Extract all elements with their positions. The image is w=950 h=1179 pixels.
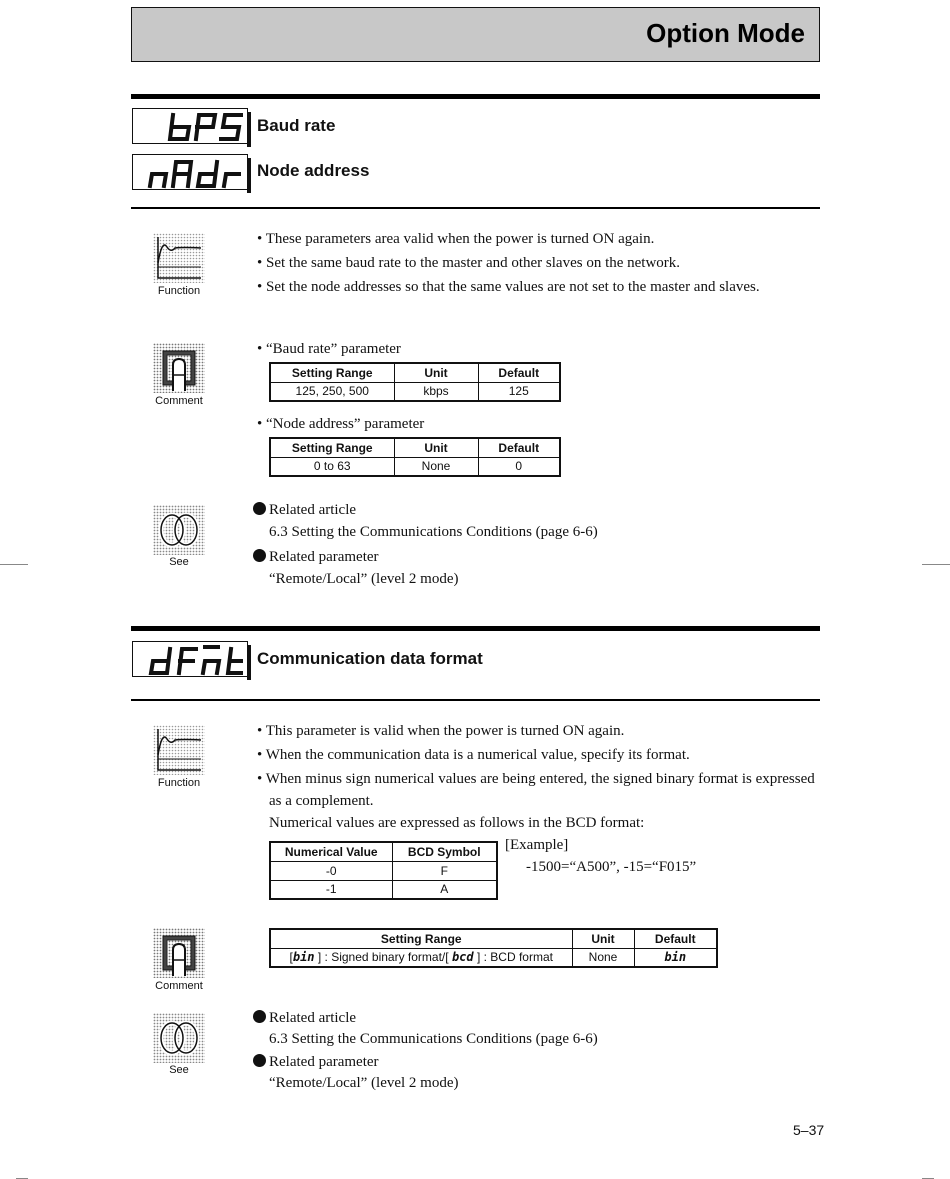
table-cell: 0 to 63 [270, 457, 394, 476]
section1-sub-rule [131, 207, 820, 209]
bullet-dot-icon [253, 502, 266, 515]
node-address-table [269, 437, 561, 477]
see-label: See [169, 556, 189, 568]
table-cell: kbps [394, 382, 478, 401]
bcd-note: Numerical values are expressed as follows in the BCD format: [269, 815, 645, 831]
table-header: Numerical Value [270, 842, 392, 861]
param-title-node-address: Node address [257, 161, 370, 180]
table-cell: 125 [478, 382, 560, 401]
table-cell: bin [634, 948, 717, 967]
table-header: Default [478, 438, 560, 457]
table-cell: 0 [478, 457, 560, 476]
display-nadr [132, 154, 248, 190]
table-header: Unit [394, 363, 478, 382]
node-caption: • “Node address” parameter [257, 416, 425, 432]
see-label: See [169, 1064, 189, 1076]
function-icon [153, 233, 205, 283]
page-number: 5–37 [793, 1122, 825, 1138]
function-bullet-3: • When minus sign numerical values are being entered, the signed binary format is expressed as a complement. [257, 771, 815, 809]
function-bullet-2: • Set the same baud rate to the master and other slaves on the network. [257, 255, 681, 271]
see-icon [153, 505, 205, 555]
bullet-dot-icon [253, 1010, 266, 1023]
function-bullet-3: • Set the node addresses so that the same values are not set to the master and slaves. [257, 279, 760, 295]
bcd-symbol-table [269, 841, 498, 900]
param-title-baud-rate: Baud rate [257, 116, 336, 135]
table-cell: -1 [270, 880, 392, 899]
page-title: Option Mode [646, 18, 805, 48]
table-header: Setting Range [270, 929, 572, 948]
function-bullet-2: • When the communication data is a numerical value, specify its format. [257, 747, 690, 763]
see-icon [153, 1013, 205, 1063]
format-setting-table [269, 928, 718, 968]
comment-label: Comment [155, 980, 203, 992]
baud-rate-table [269, 362, 561, 402]
display-symbol-bin: bin [292, 950, 315, 965]
section1-top-rule [131, 94, 820, 99]
related-article-heading: Related article [253, 499, 356, 521]
table-cell: None [572, 948, 634, 967]
table-header: Unit [394, 438, 478, 457]
comment-icon [153, 343, 205, 393]
bullet-dot-icon [253, 1054, 266, 1067]
related-parameter-heading: Related parameter [253, 546, 379, 568]
baud-caption: • “Baud rate” parameter [257, 341, 401, 357]
table-cell: A [392, 880, 497, 899]
function-bullet-1: • These parameters area valid when the power is turned ON again. [257, 231, 655, 247]
bullet-dot-icon [253, 549, 266, 562]
table-header: Default [478, 363, 560, 382]
crop-mark-left [0, 564, 28, 565]
function-label: Function [157, 285, 201, 297]
crop-mark-right [922, 564, 950, 565]
related-article-link[interactable]: 6.3 Setting the Communications Conditions (page 6-6) [269, 1031, 598, 1047]
setting-range-cell: [bin ] : Signed binary format/[ bcd ] : BCD format [270, 948, 572, 967]
table-header: Default [634, 929, 717, 948]
seven-segment-nadr-icon [133, 155, 249, 191]
display-bps [132, 108, 248, 144]
table-header: Setting Range [270, 438, 394, 457]
example-text: -1500=“A500”, -15=“F015” [526, 859, 697, 875]
related-article-link[interactable]: 6.3 Setting the Communications Conditions (page 6-6) [269, 524, 598, 540]
table-cell: None [394, 457, 478, 476]
related-parameter-text: “Remote/Local” (level 2 mode) [269, 1075, 459, 1091]
related-parameter-heading: Related parameter [253, 1051, 379, 1073]
seven-segment-bps-icon [133, 109, 249, 145]
related-article-heading: Related article [253, 1007, 356, 1029]
example-label: [Example] [505, 837, 569, 853]
display-symbol-bcd: bcd [451, 950, 474, 965]
function-label: Function [157, 777, 201, 789]
comment-icon [153, 928, 205, 978]
seven-segment-dfnt-icon [133, 642, 249, 678]
param-title-communication-data-format: Communication data format [257, 649, 483, 668]
table-cell: -0 [270, 861, 392, 880]
table-header: BCD Symbol [392, 842, 497, 861]
table-cell: F [392, 861, 497, 880]
section2-sub-rule [131, 699, 820, 701]
function-bullet-1: • This parameter is valid when the power is turned ON again. [257, 723, 625, 739]
display-dfnt [132, 641, 248, 677]
table-cell: 125, 250, 500 [270, 382, 394, 401]
comment-label: Comment [155, 395, 203, 407]
page-header [131, 7, 820, 62]
table-header: Unit [572, 929, 634, 948]
section2-top-rule [131, 626, 820, 631]
table-header: Setting Range [270, 363, 394, 382]
function-icon [153, 725, 205, 775]
related-parameter-text: “Remote/Local” (level 2 mode) [269, 571, 459, 587]
